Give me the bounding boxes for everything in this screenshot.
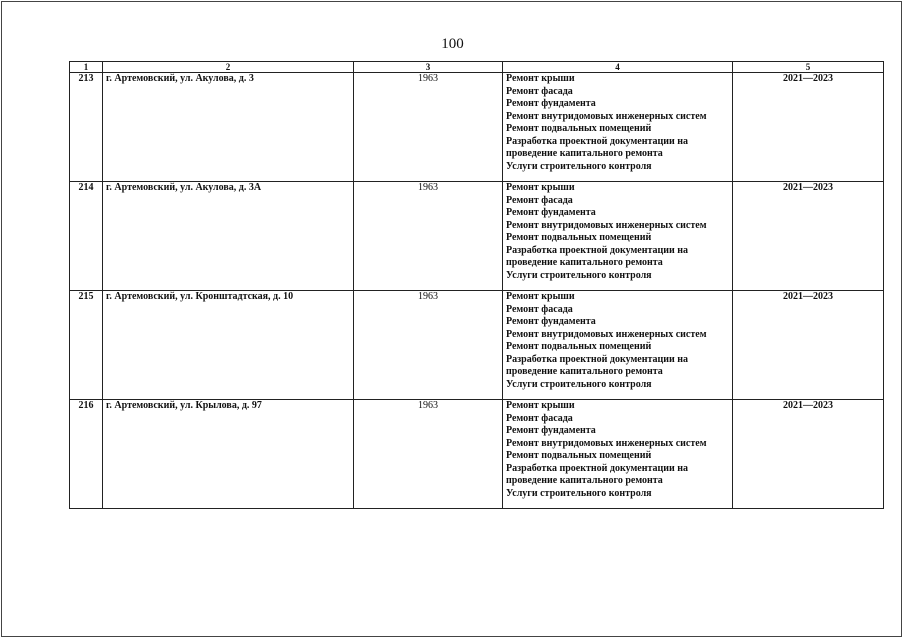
repair-work-item: Услуги строительного контроля [506,269,652,281]
repair-work-item: Ремонт фасада [506,85,573,97]
column-header-4: 4 [503,62,733,73]
repair-work-item: Разработка проектной документации на [506,244,689,256]
repair-work-item: Ремонт фасада [506,412,573,424]
repair-work-item: проведение капитального ремонта [506,257,663,268]
building-address: г. Артемовский, ул. Акулова, д. 3 [103,73,354,182]
repair-work-item: Ремонт крыши [506,400,575,411]
repair-work-item: Ремонт крыши [506,291,575,302]
row-number: 215 [70,291,103,400]
table-row [70,400,884,509]
repair-work-item: Ремонт фасада [506,194,573,206]
repair-works-cell [503,73,733,182]
repair-work-item: Разработка проектной документации на [506,353,689,365]
building-address: г. Артемовский, ул. Акулова, д. 3А [103,182,354,291]
repair-work-item: Ремонт фундамента [506,425,596,436]
repair-work-item: Услуги строительного контроля [506,160,652,172]
construction-year: 1963 [354,291,503,400]
column-header-2: 2 [103,62,354,73]
repair-work-item: Услуги строительного контроля [506,378,652,390]
column-header-3: 3 [354,62,503,73]
repair-work-item: проведение капитального ремонта [506,475,663,486]
repair-work-item: Разработка проектной документации на [506,135,689,147]
repair-period: 2021—2023 [733,400,884,509]
header-row [70,62,884,73]
repair-period: 2021—2023 [733,182,884,291]
repair-work-item: Ремонт крыши [506,182,575,193]
repair-work-item: проведение капитального ремонта [506,366,663,377]
construction-year: 1963 [354,400,503,509]
column-header-1: 1 [70,62,103,73]
table-row [70,182,884,291]
repair-period: 2021—2023 [733,291,884,400]
construction-year: 1963 [354,73,503,182]
repair-work-item: Ремонт подвальных помещений [506,341,652,352]
repair-work-item: Ремонт внутридомовых инженерных систем [506,110,707,122]
table-row [70,291,884,400]
repair-work-item: Ремонт фасада [506,303,573,315]
capital-repair-table [69,61,884,509]
column-header-5: 5 [733,62,884,73]
construction-year: 1963 [354,182,503,291]
building-address: г. Артемовский, ул. Крылова, д. 97 [103,400,354,509]
building-address: г. Артемовский, ул. Кронштадтская, д. 10 [103,291,354,400]
repair-work-item: Ремонт внутридомовых инженерных систем [506,219,707,231]
repair-work-item: Ремонт фундамента [506,207,596,218]
repair-work-item: Ремонт фундамента [506,98,596,109]
repair-work-item: Ремонт внутридомовых инженерных систем [506,328,707,340]
repair-work-item: Ремонт внутридомовых инженерных систем [506,437,707,449]
repair-work-item: Услуги строительного контроля [506,487,652,499]
repair-work-item: Ремонт подвальных помещений [506,232,652,243]
repair-work-item: проведение капитального ремонта [506,148,663,159]
repair-works-cell [503,182,733,291]
table-row [70,73,884,182]
row-number: 216 [70,400,103,509]
repair-works-cell [503,400,733,509]
repair-works-cell [503,291,733,400]
repair-work-item: Ремонт подвальных помещений [506,123,652,134]
repair-work-item: Ремонт фундамента [506,316,596,327]
page-number: 100 [441,36,464,52]
repair-work-item: Ремонт крыши [506,73,575,84]
row-number: 213 [70,73,103,182]
repair-period: 2021—2023 [733,73,884,182]
repair-work-item: Ремонт подвальных помещений [506,450,652,461]
row-number: 214 [70,182,103,291]
repair-work-item: Разработка проектной документации на [506,462,689,474]
